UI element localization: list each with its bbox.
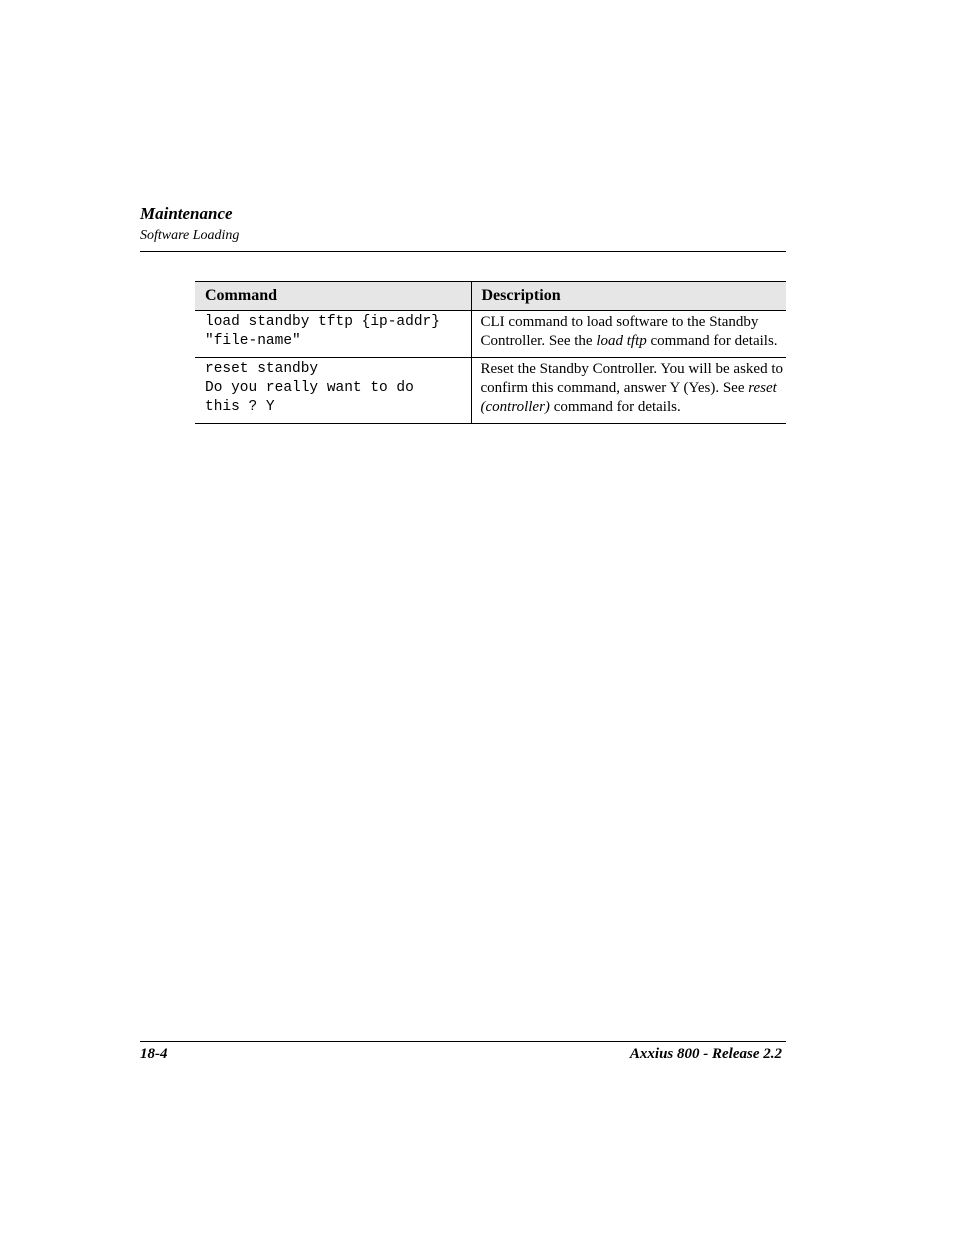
footer-divider xyxy=(140,1041,786,1042)
header-divider xyxy=(140,251,786,252)
description-cell xyxy=(471,311,786,358)
table-header-row xyxy=(195,282,786,311)
command-table xyxy=(195,281,786,424)
command-reference: reset (controller) xyxy=(480,380,777,415)
description-text: command for details. xyxy=(549,399,681,415)
section-subtitle: Software Loading xyxy=(140,228,240,243)
command-line: Do you really want to do xyxy=(205,380,414,396)
command-line: this ? Y xyxy=(205,399,275,415)
description-text: CLI command to load software to the Standby Controller. See the xyxy=(480,314,759,349)
command-line: reset standby xyxy=(205,361,319,377)
column-header-description: Description xyxy=(471,282,786,311)
command-cell xyxy=(195,311,471,358)
column-header-command: Command xyxy=(195,282,471,311)
command-cell xyxy=(195,358,471,424)
document-title: Axxius 800 - Release 2.2 xyxy=(629,1046,782,1062)
table-row xyxy=(195,311,786,358)
description-text: command for details. xyxy=(646,333,778,349)
section-title: Maintenance xyxy=(140,204,233,223)
description-text: Reset the Standby Controller. You will be asked to confirm this command, answer Y (Yes). See xyxy=(480,361,783,396)
description-cell xyxy=(471,358,786,424)
command-reference: load tftp xyxy=(596,333,647,349)
command-line: load standby tftp {ip-addr} xyxy=(205,314,440,330)
table-row xyxy=(195,358,786,424)
page-number: 18-4 xyxy=(140,1046,168,1062)
command-line: "file-name" xyxy=(205,333,301,349)
